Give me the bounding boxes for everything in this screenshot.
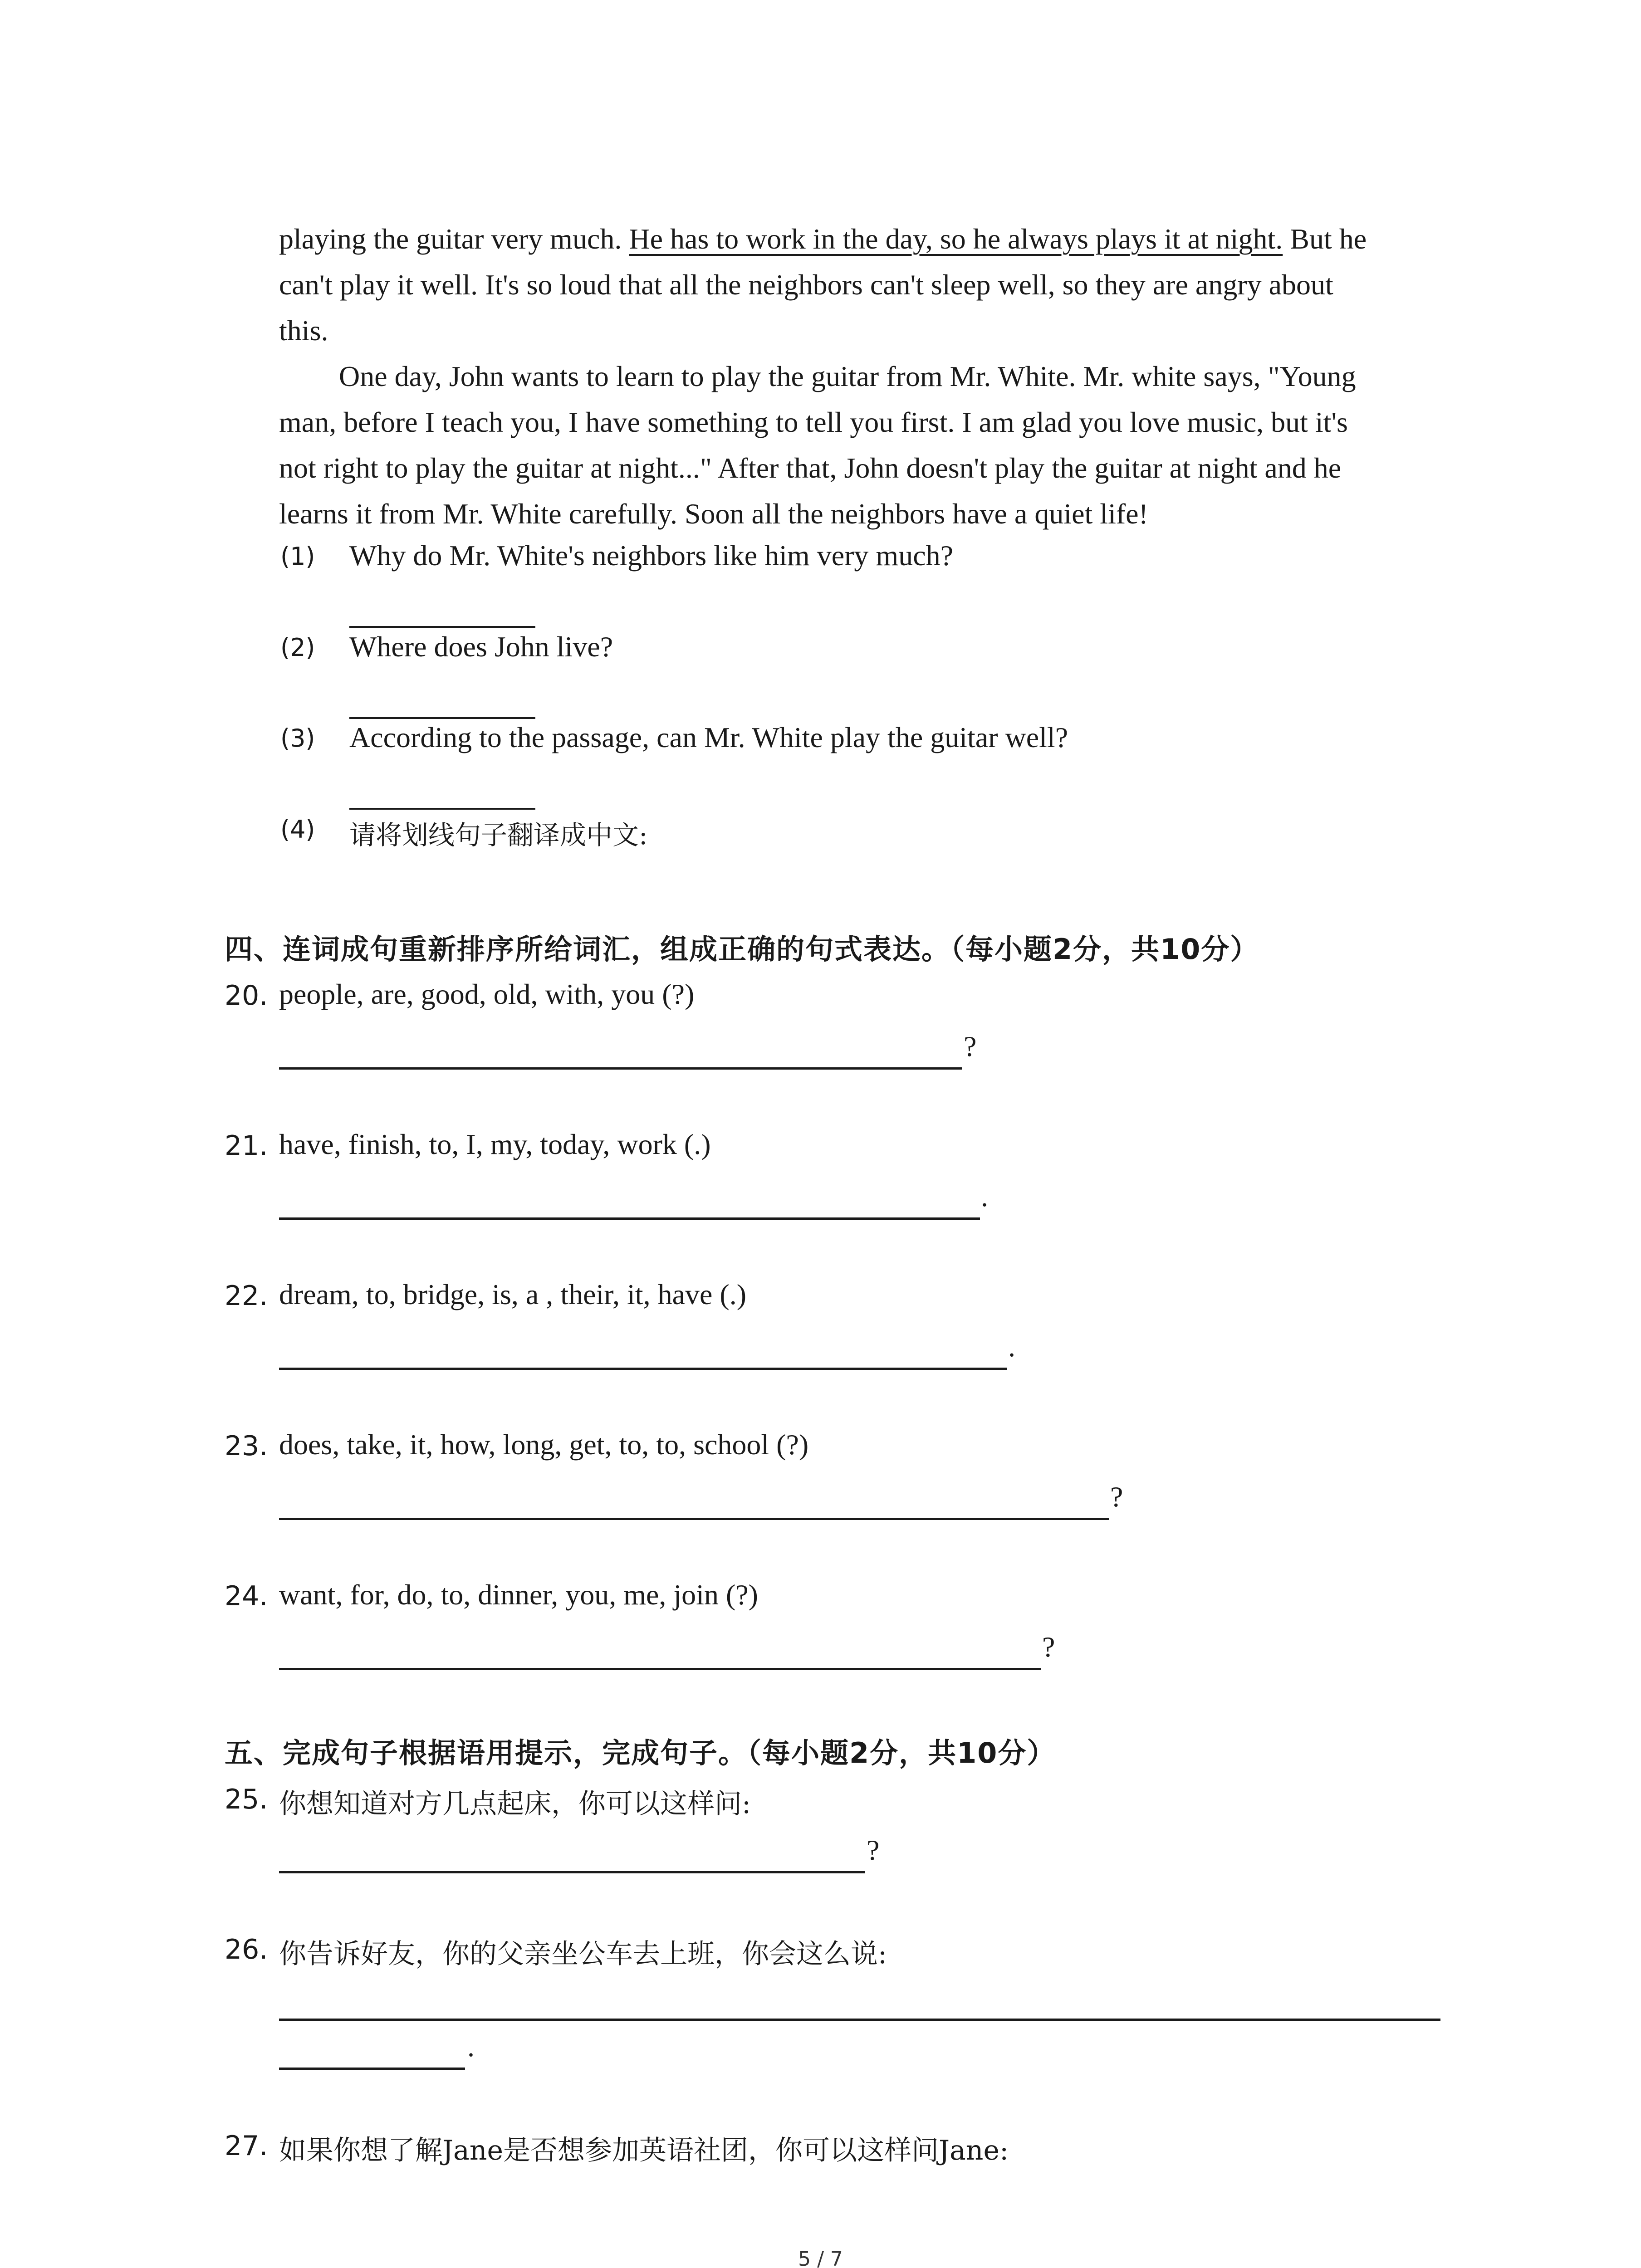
sub-question-text: Where does John live? bbox=[349, 631, 613, 663]
question-text: 如果你想了解Jane是否想参加英语社团，你可以这样问Jane: bbox=[279, 2135, 1009, 2166]
sub-question-number: (3) bbox=[280, 724, 315, 753]
passage-text: But he bbox=[1283, 223, 1367, 255]
section-heading: 五、完成句子根据语用提示，完成句子。（每小题2分，共10分） bbox=[225, 1736, 1056, 1769]
question-text: 你想知道对方几点起床，你可以这样问: bbox=[279, 1788, 751, 1820]
question-number: 25. bbox=[225, 1784, 268, 1815]
question-number: 26. bbox=[225, 1934, 268, 1965]
underlined-sentence: He has to work in the day, so he always plays it at night. bbox=[629, 223, 1283, 255]
end-punctuation: ? bbox=[1110, 1481, 1123, 1513]
question-text: 你告诉好友，你的父亲坐公车去上班，你会这么说: bbox=[279, 1938, 887, 1970]
answer-line[interactable] bbox=[279, 1668, 1041, 1670]
answer-blank[interactable] bbox=[349, 808, 535, 810]
question-text: does, take, it, how, long, get, to, to, school (?) bbox=[279, 1428, 809, 1461]
question-number: 22. bbox=[225, 1280, 268, 1312]
end-punctuation: . bbox=[467, 2030, 475, 2063]
end-punctuation: ? bbox=[1042, 1631, 1055, 1663]
question-text: dream, to, bridge, is, a , their, it, have (.) bbox=[279, 1278, 746, 1310]
question-text: people, are, good, old, with, you (?) bbox=[279, 978, 695, 1010]
answer-blank[interactable] bbox=[349, 717, 535, 719]
answer-line[interactable] bbox=[279, 1518, 1109, 1520]
passage-line: can't play it well. It's so loud that all the neighbors can't sleep well, so they are angry about bbox=[279, 269, 1333, 301]
passage-line: man, before I teach you, I have something to tell you first. I am glad you love music, but it's bbox=[279, 406, 1348, 438]
end-punctuation: . bbox=[981, 1180, 988, 1212]
passage-line bbox=[279, 216, 1440, 262]
sub-question-text: According to the passage, can Mr. White play the guitar well? bbox=[349, 721, 1068, 753]
sub-question-text: Why do Mr. White's neighbors like him very much? bbox=[349, 539, 953, 572]
passage-line: One day, John wants to learn to play the guitar from Mr. White. Mr. white says, "Young bbox=[339, 360, 1356, 392]
passage-line: learns it from Mr. White carefully. Soon all the neighbors have a quiet life! bbox=[279, 498, 1148, 530]
passage-line: not right to play the guitar at night..." After that, John doesn't play the guitar at night and he bbox=[279, 452, 1342, 484]
question-number: 20. bbox=[225, 980, 268, 1012]
answer-line[interactable] bbox=[279, 1368, 1007, 1370]
answer-line[interactable] bbox=[279, 1871, 865, 1873]
passage-line: this. bbox=[279, 314, 328, 347]
question-number: 27. bbox=[225, 2130, 268, 2162]
question-number: 21. bbox=[225, 1130, 268, 1162]
sub-question-number: (2) bbox=[280, 633, 315, 662]
passage-text: playing the guitar very much. bbox=[279, 223, 629, 255]
question-number: 23. bbox=[225, 1430, 268, 1462]
answer-blank[interactable] bbox=[349, 626, 535, 628]
end-punctuation: . bbox=[1008, 1330, 1015, 1363]
question-text: have, finish, to, I, my, today, work (.) bbox=[279, 1128, 711, 1160]
end-punctuation: ? bbox=[964, 1030, 977, 1062]
end-punctuation: ? bbox=[867, 1834, 880, 1866]
sub-question-text: 请将划线句子翻译成中文: bbox=[349, 820, 648, 850]
answer-line[interactable] bbox=[279, 1067, 962, 1070]
section-heading: 四、连词成句重新排序所给词汇，组成正确的句式表达。（每小题2分，共10分） bbox=[225, 933, 1259, 966]
answer-line[interactable] bbox=[279, 1217, 980, 1220]
answer-line[interactable] bbox=[279, 2019, 1440, 2021]
reading-passage bbox=[279, 216, 1440, 537]
answer-line[interactable] bbox=[279, 2068, 465, 2070]
sub-question-number: (4) bbox=[280, 815, 315, 844]
question-text: want, for, do, to, dinner, you, me, join (?) bbox=[279, 1579, 758, 1611]
question-number: 24. bbox=[225, 1580, 268, 1612]
page-number: 5 / 7 bbox=[798, 2248, 843, 2268]
sub-question-number: (1) bbox=[280, 542, 315, 571]
